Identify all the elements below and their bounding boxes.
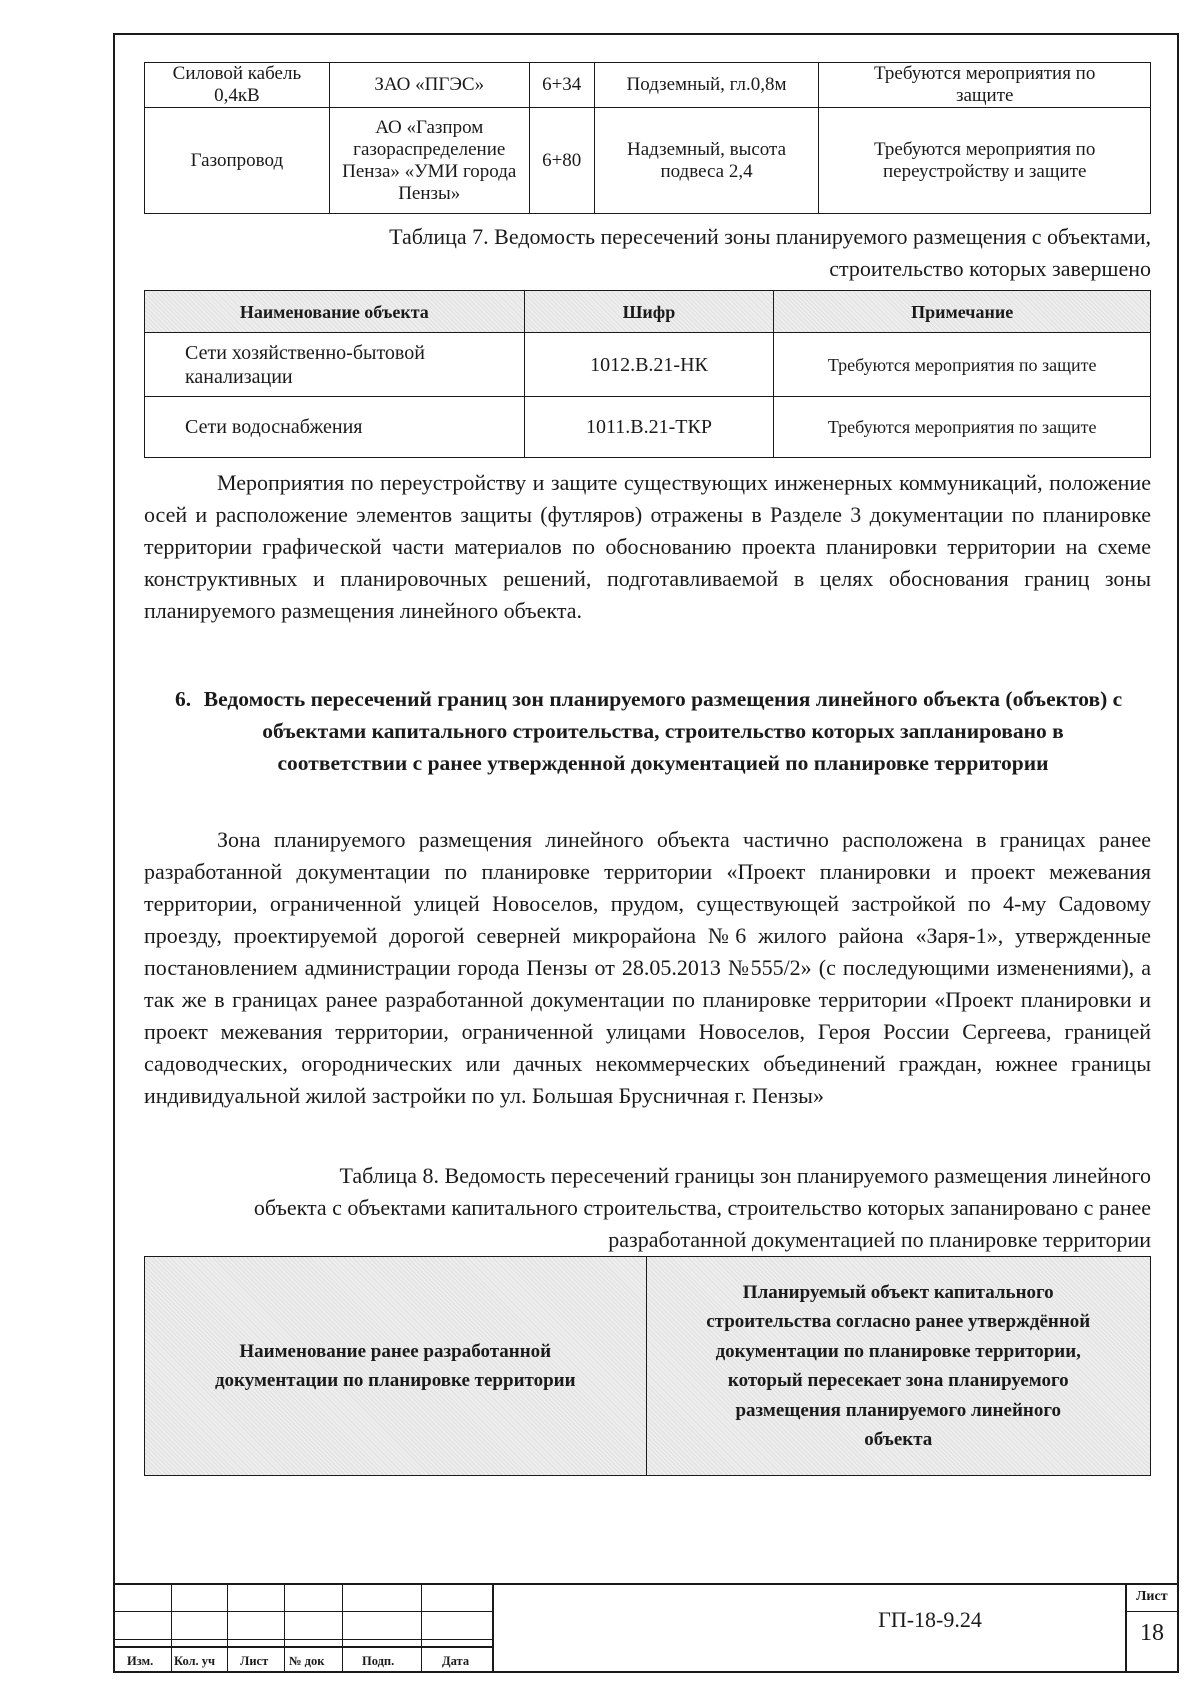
table-cell: 6+34 [529, 63, 594, 108]
column-header: Планируемый объект капитального строительства согласно ранее утверждённой документации по планировке территории, который пересекает зона планируемого размещения планируемого линейного объекта [646, 1257, 1151, 1476]
table8 [144, 1256, 1151, 1476]
paragraph-protection-measures: Мероприятия по переустройству и защите существующих инженерных коммуникаций, положение осей и расположение элементов защиты (футляров) отражены в Разделе 3 документации по планировке территории графической части материалов по обоснованию проекта планировки территории на схеме конструктивных и планировочных решений, подготавливаемой в целях обоснования границ зоны планируемого размещения линейного объекта. [144, 470, 1151, 623]
table-cell: Требуются мероприятия по защите [819, 63, 1151, 108]
table-cell: Сети водоснабжения [145, 397, 525, 458]
stamp-label-sign: Подп. [362, 1654, 395, 1668]
table-cell: ЗАО «ПГЭС» [329, 63, 529, 108]
table-cell: АО «Газпром газораспределение Пенза» «УМИ города Пензы» [329, 108, 529, 214]
table-cell: 6+80 [529, 108, 594, 214]
table-header-row [145, 1257, 1151, 1476]
table-row [145, 333, 1151, 397]
column-header: Шифр [524, 291, 774, 333]
table-cell: 1012.В.21-НК [524, 333, 774, 397]
stamp-label-date: Дата [442, 1654, 470, 1668]
column-header: Наименование объекта [145, 291, 525, 333]
stamp-label-doc: № док [289, 1654, 325, 1668]
table-row [145, 63, 1151, 108]
paragraph-planning-docs: Зона планируемого размещения линейного объекта частично расположена в границах ранее разработанной документации по планировке территории «Проект планировки и проект межевания территории, ограниченной улицей Новоселов, прудом, существующей застройкой по 4-му Садовому проезду, проектируемой дорогой северней микрорайона №6 жилого района «Заря-1», утвержденные постановлением администрации города Пензы от 28.05.2013 №555/2» (с последующими изменениями), а так же в границах ранее разработанной документации по планировке территории «Проект планировки и проект межевания территории, ограниченной улицами Новоселов, Героя России Сергеева, границей садоводческих, огороднических или дачных некоммерческих объединений граждан, южнее границы индивидуальной жилой застройки по ул. Большая Брусничная г. Пензы» [144, 827, 1151, 1108]
table-row [145, 397, 1151, 458]
table8-caption [254, 1160, 1151, 1256]
table-cell: Надземный, высота подвеса 2,4 [594, 108, 819, 214]
table-cell: Газопровод [145, 108, 330, 214]
table-row [145, 108, 1151, 214]
section-number: 6. [175, 687, 192, 711]
table-cell: Требуются мероприятия по защите [774, 333, 1151, 397]
caption-line: разработанной документацией по планировке территории [608, 1227, 1151, 1252]
sheet-number: 18 [1140, 1620, 1164, 1646]
section-title: Ведомость пересечений границ зон планируемого размещения линейного объекта (объектов) с объектами капитального строительства, строительство которых запланировано в соответствии с ранее утвержденной документацией по планировке территории [203, 687, 1123, 775]
table-cell: Подземный, гл.0,8м [594, 63, 819, 108]
section-6-heading [170, 683, 1150, 779]
table-cell: 1011.В.21-ТКР [524, 397, 774, 458]
sheet-label: Лист [1136, 1589, 1168, 1604]
table-cell: Требуются мероприятия по защите [774, 397, 1151, 458]
table-cell: Силовой кабель 0,4кВ [145, 63, 330, 108]
caption-line: Таблица 8. Ведомость пересечений границы зон планируемого размещения линейного [339, 1163, 1151, 1188]
caption-line: объекта с объектами капитального строительства, строительство которых запанировано с ранее [253, 1195, 1151, 1220]
caption-line: строительство которых завершено [829, 256, 1151, 281]
table7-caption [389, 221, 1151, 285]
stamp-label-sheet: Лист [240, 1654, 269, 1668]
table-continued [144, 62, 1151, 214]
table-cell: Требуются мероприятия по переустройству и защите [819, 108, 1151, 214]
column-header: Наименование ранее разработанной документации по планировке территории [145, 1257, 647, 1476]
caption-line: Таблица 7. Ведомость пересечений зоны планируемого размещения с объектами, [389, 224, 1151, 249]
column-header: Примечание [774, 291, 1151, 333]
table7 [144, 290, 1151, 458]
table-cell: Сети хозяйственно-бытовой канализации [145, 333, 525, 397]
document-code: ГП-18-9.24 [878, 1607, 982, 1632]
stamp-label-count: Кол. уч [174, 1654, 216, 1668]
table-header-row [145, 291, 1151, 333]
stamp-label-change: Изм. [127, 1654, 154, 1668]
